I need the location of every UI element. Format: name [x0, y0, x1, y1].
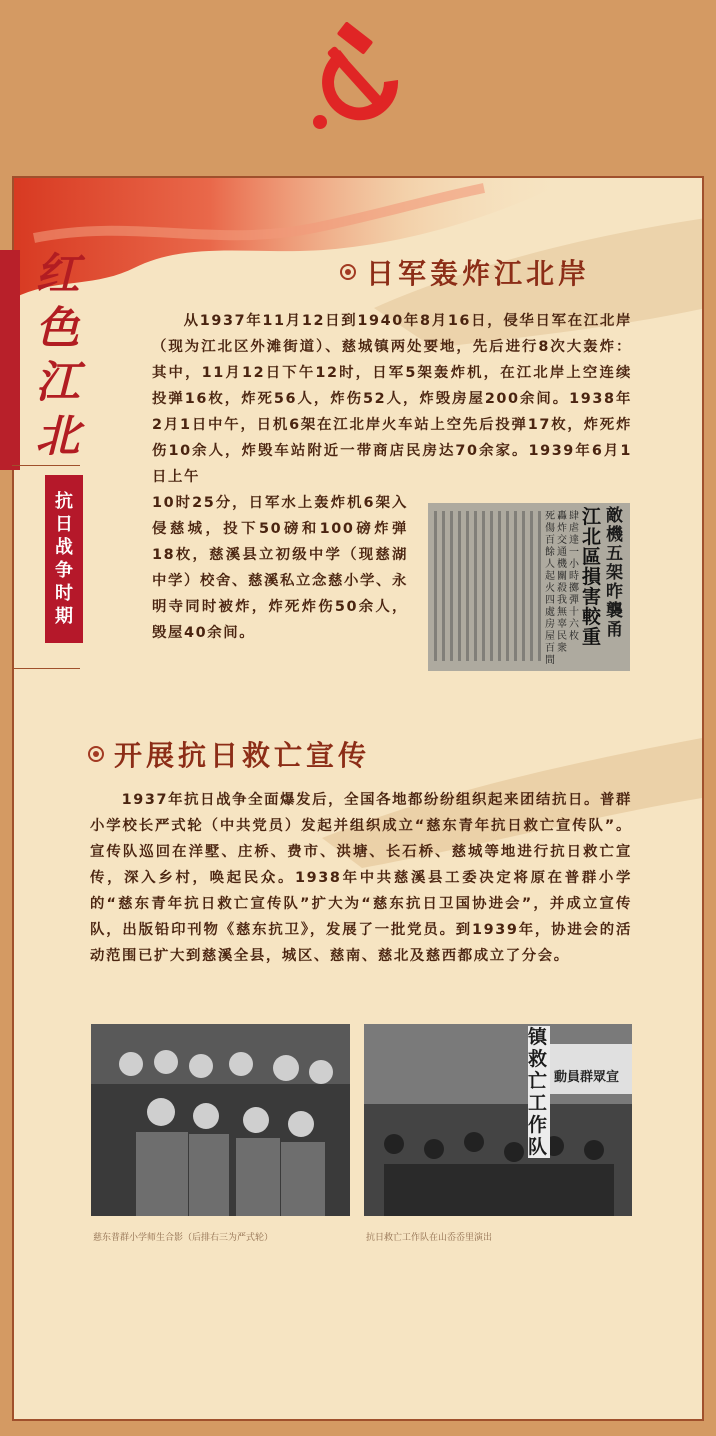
photo-caption: 抗日救亡工作队在山岙岙里演出 — [366, 1233, 493, 1243]
section-heading-propaganda — [88, 734, 370, 774]
section-title: 日军轰炸江北岸 — [366, 257, 591, 290]
newspaper-subheadline: 轟炸交通機關殺我無辜民衆 — [557, 511, 567, 654]
group-photo-figures — [91, 1024, 350, 1216]
performance-photo — [364, 1024, 632, 1216]
photo-caption: 慈东普群小学师生合影（后排右三为严式轮） — [93, 1233, 274, 1243]
hammer-sickle-emblem-icon — [300, 22, 416, 138]
period-tag-char: 日 — [55, 514, 73, 535]
period-tag-char: 战 — [55, 537, 73, 558]
sign-text: 動員群眾宣 — [554, 1070, 620, 1085]
side-title-char: 北 — [35, 411, 80, 462]
performance-photo-scene — [364, 1024, 632, 1216]
period-tag-char: 期 — [55, 606, 73, 627]
side-title-char: 江 — [35, 357, 80, 408]
side-divider — [12, 465, 80, 466]
newspaper-headline-main: 江北區損害較重 — [582, 506, 602, 648]
side-title-char: 色 — [35, 303, 80, 354]
period-tag-char: 争 — [55, 560, 73, 581]
side-title-char: 红 — [35, 249, 80, 300]
newspaper-subheadline: 死傷百餘人起火四處房屋百間 — [545, 511, 555, 666]
side-divider — [12, 668, 80, 669]
propaganda-paragraph: 1937年抗日战争全面爆发后，全国各地都纷纷组织起来团结抗日。普群小学校长严式轮（中共党员）发起并组织成立“慈东青年抗日救亡宣传队”。宣传队巡回在洋墅、庄桥、费市、洪塘、长石桥、慈城等地进行抗日救亡宣传，深入乡村，唤起民众。1938年中共慈溪县工委决定将原在普群小学的“慈东青年抗日救亡宣传队”扩大为“慈东抗日卫国协进会”，并成立宣传队，出版铅印刊物《慈东抗卫》，发展了一批党员。到1939年，协进会的活动范围已扩大到慈溪全县，城区、慈南、慈北及慈西都成立了分会。 — [90, 792, 632, 964]
period-tag-char: 时 — [55, 583, 73, 604]
period-tag-char: 抗 — [55, 491, 73, 512]
bullet-circle-icon — [88, 746, 104, 762]
section-heading-bombing — [340, 252, 590, 292]
section-title: 开展抗日救亡宣传 — [114, 739, 371, 772]
bullet-circle-icon — [340, 264, 356, 280]
bombing-paragraph-bottom: 10时25分，日军水上轰炸机6架入侵慈城，投下50磅和100磅炸弹18枚，慈溪县立初级中学（现慈湖中学）校舍、慈溪私立念慈小学、永明寺同时被炸，炸死炸伤50余人，毁屋40余间。 — [152, 495, 408, 641]
side-red-bar — [0, 250, 20, 470]
side-title-red-jiangbei — [30, 248, 85, 464]
period-tag — [45, 475, 83, 643]
newspaper-clipping-image — [428, 503, 630, 671]
newspaper-headline-top: 敵機五架昨襲甬 — [606, 506, 623, 640]
newspaper-subheadline: 肆虐達一小時擲彈十六枚 — [569, 511, 579, 642]
banner-text: 镇救亡工作队 — [528, 1026, 550, 1158]
bombing-paragraph-top: 从1937年11月12日到1940年8月16日，侵华日军在江北岸（现为江北区外滩街道）、慈城镇两处要地，先后进行8次大轰炸：其中，11月12日下午12时，日军5架轰炸机，在江北岸上空连续投弹16枚，炸死56人，炸伤52人，炸毁房屋200余间。1938年2月1日中午，日机6架在江北岸火车站上空先后投弹17枚，炸死炸伤10余人，炸毁车站附近一带商店民房达70余家。1939年6月1日上午 — [152, 313, 632, 485]
school-group-photo — [91, 1024, 350, 1216]
